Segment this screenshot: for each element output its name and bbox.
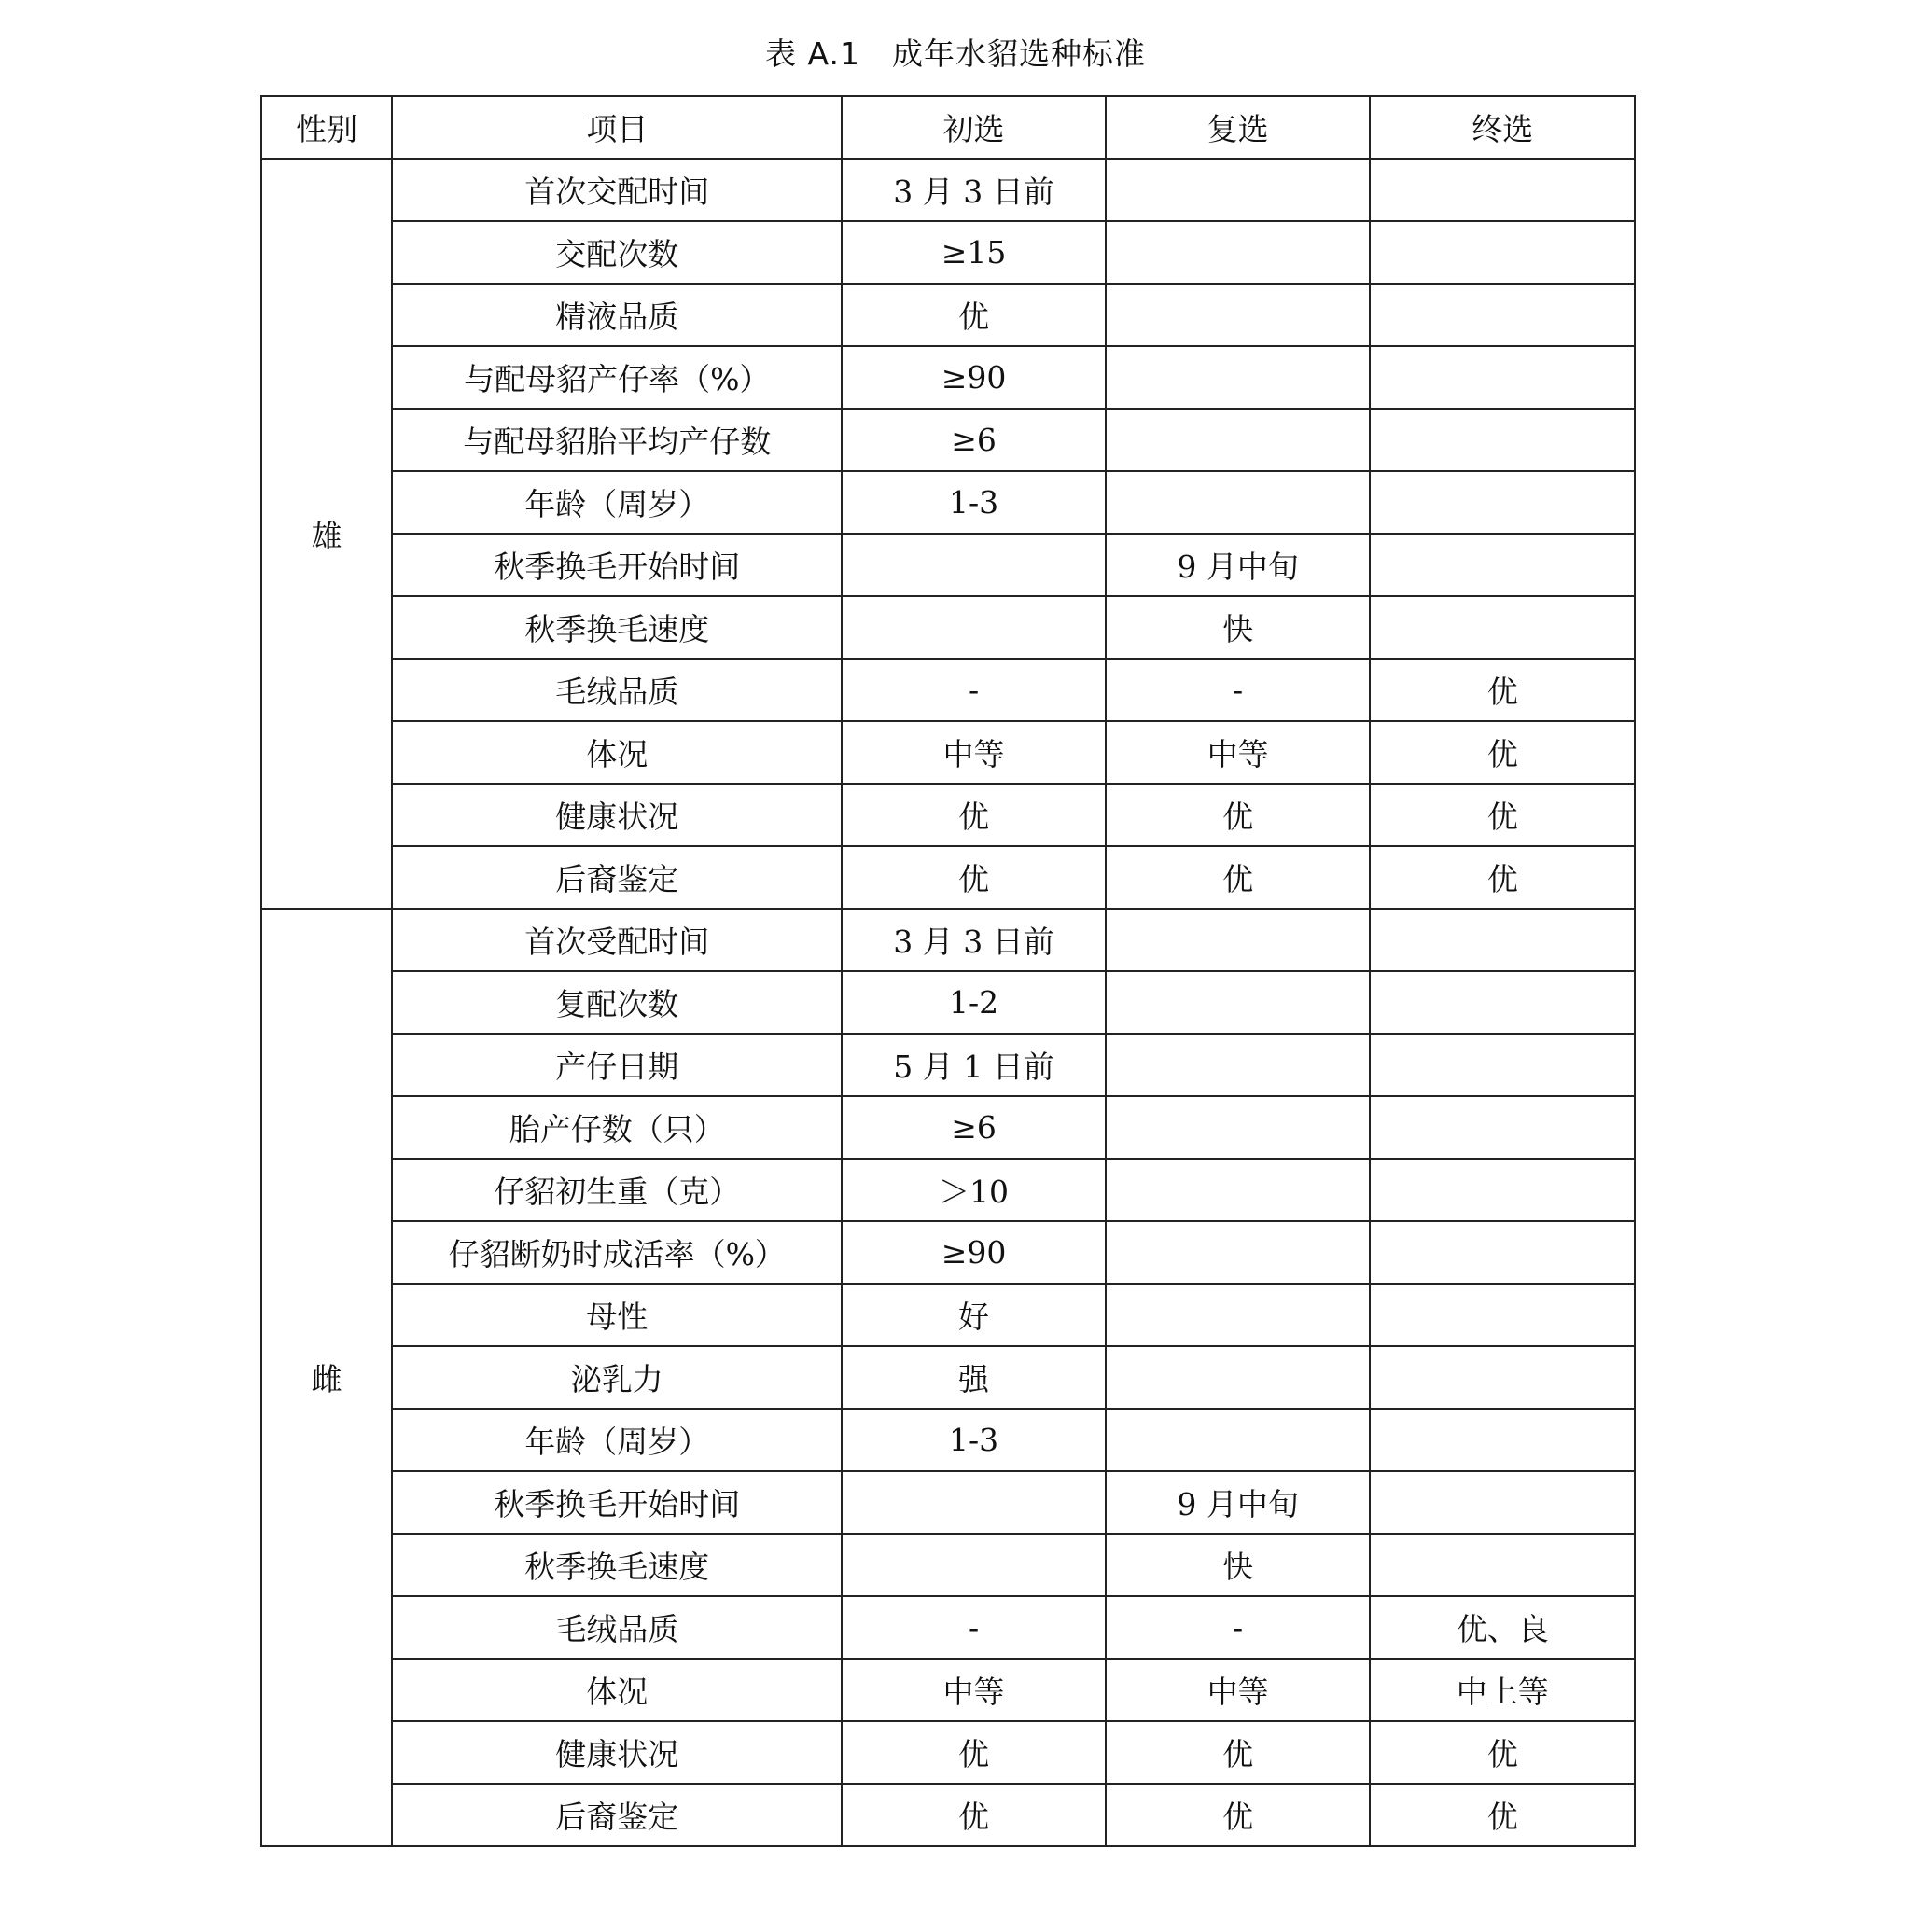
second-cell (1106, 346, 1371, 409)
final-cell: 优 (1370, 659, 1635, 721)
second-cell: 优 (1106, 784, 1371, 846)
final-cell (1370, 1221, 1635, 1284)
item-cell: 健康状况 (392, 784, 842, 846)
final-cell: 中上等 (1370, 1659, 1635, 1721)
initial-cell: ≥90 (842, 1221, 1106, 1284)
item-cell: 秋季换毛开始时间 (392, 534, 842, 596)
initial-cell: ≥6 (842, 1096, 1106, 1159)
second-cell: 9 月中旬 (1106, 1471, 1371, 1534)
table-row (261, 846, 1635, 909)
second-cell (1106, 284, 1371, 346)
second-cell (1106, 409, 1371, 471)
initial-cell: 1-2 (842, 971, 1106, 1034)
final-cell: 优 (1370, 1784, 1635, 1846)
item-cell: 泌乳力 (392, 1346, 842, 1409)
header-final: 终选 (1370, 96, 1635, 159)
final-cell (1370, 346, 1635, 409)
initial-cell: ≥15 (842, 221, 1106, 284)
header-second: 复选 (1106, 96, 1371, 159)
initial-cell: 1-3 (842, 1409, 1106, 1471)
item-cell: 毛绒品质 (392, 659, 842, 721)
second-cell: - (1106, 1596, 1371, 1659)
final-cell: 优、良 (1370, 1596, 1635, 1659)
initial-cell: - (842, 659, 1106, 721)
table-row (261, 971, 1635, 1034)
table-row (261, 1346, 1635, 1409)
item-cell: 胎产仔数（只） (392, 1096, 842, 1159)
final-cell (1370, 971, 1635, 1034)
final-cell (1370, 1409, 1635, 1471)
initial-cell: - (842, 1596, 1106, 1659)
table-row (261, 784, 1635, 846)
item-cell: 复配次数 (392, 971, 842, 1034)
initial-cell: 优 (842, 846, 1106, 909)
final-cell (1370, 534, 1635, 596)
initial-cell (842, 596, 1106, 659)
final-cell (1370, 596, 1635, 659)
table-body (261, 159, 1635, 1846)
second-cell: 快 (1106, 596, 1371, 659)
header-sex: 性别 (261, 96, 392, 159)
table-row (261, 1659, 1635, 1721)
second-cell (1106, 1346, 1371, 1409)
second-cell (1106, 471, 1371, 534)
item-cell: 与配母貂产仔率（%） (392, 346, 842, 409)
final-cell: 优 (1370, 846, 1635, 909)
initial-cell: 3 月 3 日前 (842, 909, 1106, 971)
table-row (261, 534, 1635, 596)
table-row (261, 1409, 1635, 1471)
table-row (261, 909, 1635, 971)
table-number: 表 A.1 (765, 35, 860, 72)
item-cell: 精液品质 (392, 284, 842, 346)
item-cell: 仔貂初生重（克） (392, 1159, 842, 1221)
item-cell: 产仔日期 (392, 1034, 842, 1096)
item-cell: 后裔鉴定 (392, 1784, 842, 1846)
initial-cell: 优 (842, 784, 1106, 846)
table-row (261, 1159, 1635, 1221)
second-cell (1106, 1034, 1371, 1096)
item-cell: 健康状况 (392, 1721, 842, 1784)
header-row (261, 96, 1635, 159)
second-cell: 快 (1106, 1534, 1371, 1596)
item-cell: 交配次数 (392, 221, 842, 284)
table-row (261, 1471, 1635, 1534)
item-cell: 毛绒品质 (392, 1596, 842, 1659)
table-row (261, 1284, 1635, 1346)
final-cell (1370, 284, 1635, 346)
item-cell: 首次交配时间 (392, 159, 842, 221)
second-cell (1106, 1409, 1371, 1471)
initial-cell: 优 (842, 284, 1106, 346)
header-initial: 初选 (842, 96, 1106, 159)
item-cell: 母性 (392, 1284, 842, 1346)
selection-standard-table (260, 95, 1636, 1847)
second-cell: 中等 (1106, 721, 1371, 784)
final-cell (1370, 471, 1635, 534)
second-cell: 优 (1106, 1784, 1371, 1846)
second-cell (1106, 1221, 1371, 1284)
sex-cell: 雌 (261, 909, 392, 1846)
final-cell (1370, 1284, 1635, 1346)
item-cell: 后裔鉴定 (392, 846, 842, 909)
final-cell (1370, 1159, 1635, 1221)
item-cell: 秋季换毛速度 (392, 1534, 842, 1596)
second-cell (1106, 971, 1371, 1034)
final-cell (1370, 909, 1635, 971)
initial-cell: ≥6 (842, 409, 1106, 471)
table-row (261, 1784, 1635, 1846)
initial-cell: ≥90 (842, 346, 1106, 409)
item-cell: 体况 (392, 721, 842, 784)
table-row (261, 1034, 1635, 1096)
initial-cell (842, 1471, 1106, 1534)
table-row (261, 1096, 1635, 1159)
second-cell (1106, 159, 1371, 221)
table-caption (0, 30, 1911, 74)
item-cell: 年龄（周岁） (392, 1409, 842, 1471)
header-item: 项目 (392, 96, 842, 159)
final-cell (1370, 221, 1635, 284)
second-cell: 优 (1106, 846, 1371, 909)
item-cell: 仔貂断奶时成活率（%） (392, 1221, 842, 1284)
initial-cell: 1-3 (842, 471, 1106, 534)
second-cell (1106, 1159, 1371, 1221)
table-title: 成年水貂选种标准 (891, 35, 1146, 72)
second-cell: - (1106, 659, 1371, 721)
final-cell (1370, 1534, 1635, 1596)
item-cell: 首次受配时间 (392, 909, 842, 971)
sex-cell: 雄 (261, 159, 392, 909)
second-cell: 中等 (1106, 1659, 1371, 1721)
final-cell (1370, 159, 1635, 221)
initial-cell (842, 1534, 1106, 1596)
initial-cell (842, 534, 1106, 596)
initial-cell: ＞10 (842, 1159, 1106, 1221)
item-cell: 秋季换毛速度 (392, 596, 842, 659)
final-cell: 优 (1370, 784, 1635, 846)
table-row (261, 1596, 1635, 1659)
table-row (261, 596, 1635, 659)
initial-cell: 优 (842, 1721, 1106, 1784)
second-cell (1106, 1284, 1371, 1346)
final-cell (1370, 1096, 1635, 1159)
table-row (261, 346, 1635, 409)
table-row (261, 1221, 1635, 1284)
final-cell (1370, 409, 1635, 471)
final-cell (1370, 1034, 1635, 1096)
final-cell: 优 (1370, 721, 1635, 784)
table-row (261, 221, 1635, 284)
item-cell: 年龄（周岁） (392, 471, 842, 534)
table-row (261, 1721, 1635, 1784)
second-cell (1106, 1096, 1371, 1159)
item-cell: 与配母貂胎平均产仔数 (392, 409, 842, 471)
second-cell (1106, 909, 1371, 971)
second-cell: 优 (1106, 1721, 1371, 1784)
second-cell: 9 月中旬 (1106, 534, 1371, 596)
table-row (261, 159, 1635, 221)
initial-cell: 中等 (842, 1659, 1106, 1721)
initial-cell: 好 (842, 1284, 1106, 1346)
initial-cell: 3 月 3 日前 (842, 159, 1106, 221)
second-cell (1106, 221, 1371, 284)
table-row (261, 721, 1635, 784)
item-cell: 体况 (392, 1659, 842, 1721)
initial-cell: 5 月 1 日前 (842, 1034, 1106, 1096)
item-cell: 秋季换毛开始时间 (392, 1471, 842, 1534)
table-row (261, 284, 1635, 346)
final-cell (1370, 1471, 1635, 1534)
initial-cell: 中等 (842, 721, 1106, 784)
table-row (261, 1534, 1635, 1596)
table-row (261, 471, 1635, 534)
table-row (261, 409, 1635, 471)
initial-cell: 强 (842, 1346, 1106, 1409)
initial-cell: 优 (842, 1784, 1106, 1846)
final-cell (1370, 1346, 1635, 1409)
table-row (261, 659, 1635, 721)
final-cell: 优 (1370, 1721, 1635, 1784)
